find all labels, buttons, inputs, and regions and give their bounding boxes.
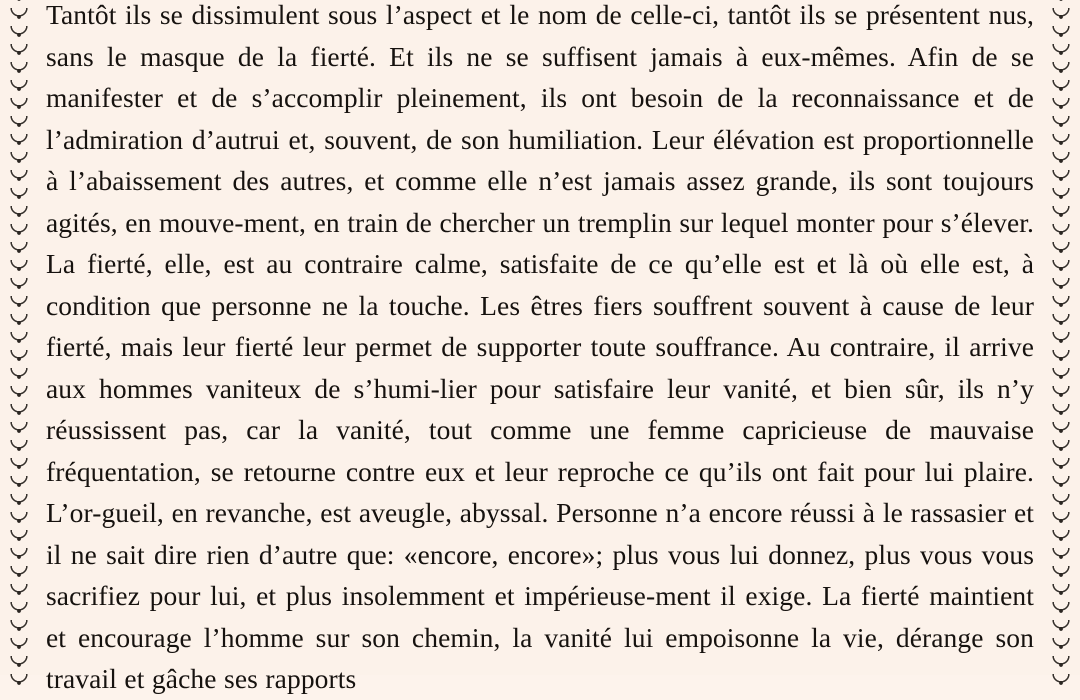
body-paragraph: Tantôt ils se dissimulent sous l’aspect et le nom de celle-ci, tantôt ils se présentent nus, sans le masque de la fierté. Et ils ne se suffisent jamais à eux-mêmes. Afin de se manifester et de s’accomplir pleinement, ils ont besoin de la reconnaissance et de l’admiration d’autrui et, souvent, de son humiliation. Leur élévation est proportionnelle à l’abaissement des autres, et comme elle n’est jamais assez grande, ils sont toujours agités, en mouve-ment, en train de chercher un tremplin sur lequel monter pour s’élever. La fierté, elle, est au contraire calme, satisfaite de ce qu’elle est et là où elle est, à condition que personne ne la touche. Les êtres fiers souffrent souvent à cause de leur fierté, mais leur fierté leur permet de supporter toute souffrance. Au contraire, il arrive aux hommes vaniteux de s’humi-lier pour satisfaire leur vanité, et bien sûr, ils n’y réussissent pas, car la vanité, tout comme une femme capricieuse de mauvaise fréquentation, se retourne contre eux et leur reproche ce qu’ils ont fait pour lui plaire. L’or-gueil, en revanche, est aveugle, abyssal. Personne n’a encore réussi à le rassasier et il ne sait dire rien d’autre que: «encore, encore»; plus vous lui donnez, plus vous vous sacrifiez pour lui, et plus insolemment et impérieuse-ment il exige. La fierté maintient et encourage l’homme sur son chemin, la vanité lui empoisonne la vie, dérange son travail et gâche ses rapports [46, 0, 1034, 694]
left-wavy-border [6, 0, 32, 690]
text-column [46, 0, 1034, 694]
right-wavy-border [1048, 0, 1074, 690]
